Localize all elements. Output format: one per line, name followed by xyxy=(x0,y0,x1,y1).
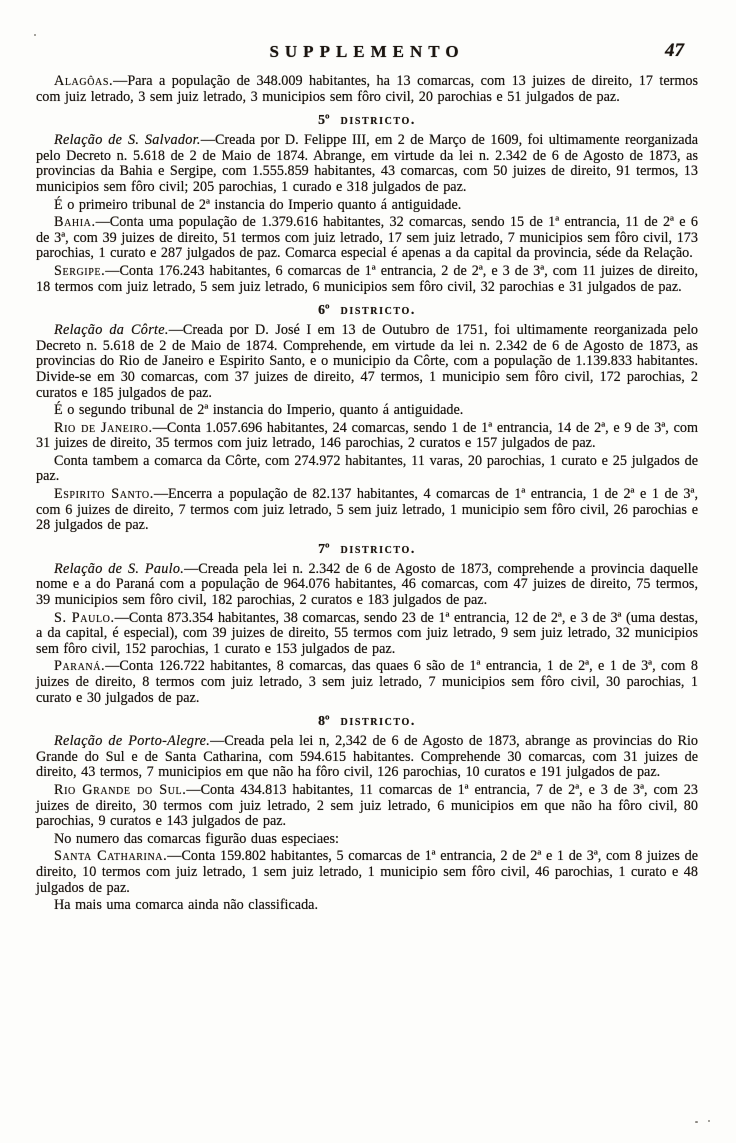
running-head xyxy=(36,42,698,64)
paragraph-text: Conta tambem a comarca da Côrte, com 274.972 habitantes, 11 varas, 20 parochias, 1 curato e 25 julgados de paz. xyxy=(36,452,698,485)
paragraph xyxy=(36,659,698,706)
page-number: 47 xyxy=(665,40,684,61)
paragraph-text: —Conta 126.722 habitantes, 8 comarcas, das quaes 6 são de 1ª entrancia, 1 de 2ª, e 1 de 3ª, com 8 juizes de direito, 8 termos com juiz letrado, 3 sem juiz letrado, 7 municipios sem fôro civil, 30 parochias, 1 curato e 30 julgados de paz. xyxy=(36,658,698,706)
district-label: districto. xyxy=(340,713,416,729)
paragraph-lead-province-name: Bahia. xyxy=(54,214,96,231)
paragraph-lead-province-name: Sergipe. xyxy=(54,262,106,279)
paragraph-text: —Encerra a população de 82.137 habitantes, 4 comarcas de 1ª entrancia, 1 de 2ª e 1 de 3ª, com 6 juizes de direito, 7 termos com juiz letrado, 5 sem juiz letrado, 1 municipio sem fôro civil, 26 parochias e 28 julgados de paz. xyxy=(36,486,698,534)
page-title: SUPPLEMENTO xyxy=(269,42,465,61)
paragraph-lead-court-name: Relação de Porto-Alegre. xyxy=(54,733,211,750)
paragraph-text: —Creada pela lei n. 2.342 de 6 de Agosto de 1873, comprehende a provincia daquelle nome e a do Paraná com a população de 964.076 habitantes, 46 comarcas, com 47 juizes de direito, 75 termos, 39 municipios sem fôro civil, 182 parochias, 2 curatos e 183 julgados de paz. xyxy=(36,560,698,609)
paragraph-lead-province-name: Alagôas. xyxy=(54,73,114,89)
paragraph-lead-province-name: Rio Grande do Sul. xyxy=(54,781,187,798)
district-label: districto. xyxy=(340,540,416,556)
paragraph xyxy=(36,421,698,452)
district-number: 5º xyxy=(318,112,330,128)
paragraph xyxy=(36,611,698,658)
paragraph-lead-province-name: Rio de Janeiro. xyxy=(54,419,153,436)
district-number: 7º xyxy=(318,540,330,556)
paragraph-text: É o segundo tribunal de 2ª instancia do Imperio, quanto á antiguidade. xyxy=(54,402,464,419)
paragraph xyxy=(36,734,698,781)
paragraph-text: —Conta 434.813 habitantes, 11 comarcas de 1ª entrancia, 7 de 2ª, e 3 de 3ª, com 23 juizes de direito, 30 termos com juiz letrado, 2 sem juiz letrado, 6 municipios em que não ha fôro civil, 80 parochias, 9 curatos e 143 julgados de paz. xyxy=(36,781,698,830)
paragraph-lead-court-name: Relação da Côrte. xyxy=(54,322,169,339)
paragraph-lead-province-name: Paraná. xyxy=(54,658,106,675)
district-number: 8º xyxy=(318,713,330,729)
district-heading xyxy=(36,713,698,728)
paragraph-text: Ha mais uma comarca ainda não classificada. xyxy=(54,897,319,914)
district-number: 6º xyxy=(318,302,330,318)
paragraph xyxy=(36,562,698,609)
paragraph-text: —Creada por D. Felippe III, em 2 de Março de 1609, foi ultimamente reorganizada pelo Decreto n. 5.618 de 2 de Maio de 1874. Abrange, em virtude da lei n. 2.342 de 6 de Agosto de 1873, as provincias da Bahia e Sergipe, com 1.555.859 habitantes, 43 comarcas, com 50 juizes de direito, 91 termos, 13 municipios sem fôro civil; 205 parochias, 1 curado e 318 julgados de paz. xyxy=(36,132,698,195)
paragraph xyxy=(36,898,698,914)
paragraph-text: —Para a população de 348.009 habitantes, ha 13 comarcas, com 13 juizes de direito, 17 termos com juiz letrado, 3 sem juiz letrado, 3 municipios sem fôro civil, 20 parochias e 51 julgados de paz. xyxy=(36,73,698,105)
district-label: districto. xyxy=(340,302,416,318)
paragraph xyxy=(36,74,698,105)
paragraph xyxy=(36,198,698,214)
paragraph xyxy=(36,783,698,830)
paragraph xyxy=(36,323,698,401)
scan-speck xyxy=(708,1120,710,1122)
paragraph xyxy=(36,215,698,262)
paragraph xyxy=(36,454,698,485)
paragraph-lead-province-name: S. Paulo. xyxy=(54,609,115,626)
page-body xyxy=(36,74,698,914)
paragraph-text: —Conta 873.354 habitantes, 38 comarcas, sendo 23 de 1ª entrancia, 12 de 2ª, e 3 de 3ª (uma destas, a da capital, é especial), com 39 juizes de direito, 55 termos com juiz letrado, 9 sem juiz letrado, 32 municipios sem fôro civil, 152 parochias, 1 curato e 153 julgados de paz. xyxy=(36,609,698,657)
paragraph xyxy=(36,849,698,896)
district-label: districto. xyxy=(340,112,416,128)
district-heading xyxy=(36,541,698,556)
scan-speck xyxy=(34,34,36,36)
paragraph-lead-court-name: Relação de S. Paulo. xyxy=(54,560,185,577)
paragraph-lead-province-name: Espirito Santo. xyxy=(54,486,154,503)
paragraph-text: —Creada pela lei n, 2,342 de 6 de Agosto de 1873, abrange as provincias do Rio Grande do Sul e de Santa Catharina, com 594.615 habitantes. Comprehende 30 comarcas, com 31 juizes de direito, 43 termos, 7 municipios em que não ha fôro civil, 126 parochias, 10 curatos e 191 julgados de paz. xyxy=(36,733,698,781)
paragraph-lead-court-name: Relação de S. Salvador. xyxy=(54,132,201,149)
paragraph-text: —Conta 159.802 habitantes, 5 comarcas de 1ª entrancia, 2 de 2ª e 1 de 3ª, com 8 juizes de direito, 10 termos com juiz letrado, 1 sem juiz letrado, 1 municipio sem fôro civil, 46 parochias, 1 curato e 48 julgados de paz. xyxy=(36,848,699,896)
district-heading xyxy=(36,302,698,317)
paragraph-text: No numero das comarcas figurão duas especiaes: xyxy=(54,830,339,847)
paragraph xyxy=(36,403,698,419)
paragraph xyxy=(36,487,698,534)
paragraph-text: É o primeiro tribunal de 2ª instancia do Imperio quanto á antiguidade. xyxy=(54,196,462,213)
paragraph-text: —Creada por D. José I em 13 de Outubro de 1751, foi ultimamente reorganizada pelo Decreto n. 5.618 de 2 de Maio de 1874. Comprehende, em virtude da lei n. 2.342 de 6 de Agosto de 1873, as provincias do Rio de Janeiro e Espirito Santo, e o municipio da Côrte, com a população de 1.139.833 habitantes. Divide-se em 30 comarcas, com 37 juizes de direito, 47 termos, 1 municipio sem fôro civil, 172 parochias, 2 curatos e 185 julgados de paz. xyxy=(36,322,698,401)
paragraph-text: —Conta 176.243 habitantes, 6 comarcas de 1ª entrancia, 2 de 2ª, e 3 de 3ª, com 11 juizes de direito, 18 termos com juiz letrado, 5 sem juiz letrado, 6 municipios sem fôro civil, 32 parochias e 31 julgados de paz. xyxy=(36,262,698,295)
paragraph xyxy=(36,133,698,195)
scan-speck xyxy=(695,1121,698,1123)
district-heading xyxy=(36,112,698,127)
paragraph-lead-province-name: Santa Catharina. xyxy=(54,848,168,865)
paragraph-text: —Conta uma população de 1.379.616 habitantes, 32 comarcas, sendo 15 de 1ª entrancia, 11 de 2ª e 6 de 3ª, com 39 juizes de direito, 51 termos com juiz letrado, 17 sem juiz letrado, 7 municipios sem fôro civil, 173 parochias, 1 curato e 287 julgados de paz. Comarca especial é apenas a da capital da provincia, séde da Relação. xyxy=(36,214,698,262)
paragraph-text: —Conta 1.057.696 habitantes, 24 comarcas, sendo 1 de 1ª entrancia, 14 de 2ª, e 9 de 3ª, com 31 juizes de direito, 35 termos com juiz letrado, 146 parochias, 2 curatos e 157 julgados de paz. xyxy=(36,419,698,452)
paragraph xyxy=(36,264,698,295)
paragraph xyxy=(36,832,698,848)
